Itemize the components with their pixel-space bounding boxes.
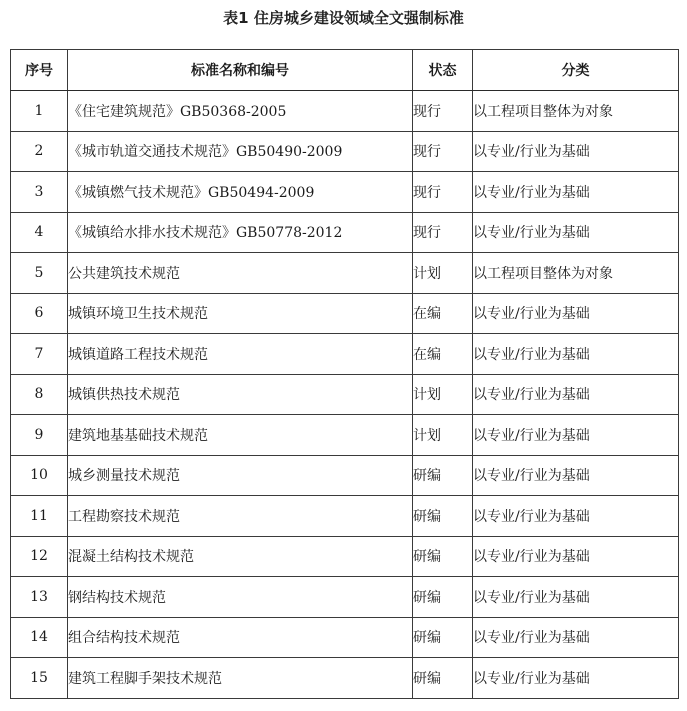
table-row — [11, 658, 679, 699]
cell-no: 7 — [11, 334, 68, 375]
cell-status: 研编 — [413, 658, 473, 699]
cell-no: 8 — [11, 374, 68, 415]
cell-category: 以工程项目整体为对象 — [473, 91, 679, 132]
table-row — [11, 496, 679, 537]
cell-name: 建筑工程脚手架技术规范 — [68, 658, 413, 699]
cell-category: 以专业/行业为基础 — [473, 536, 679, 577]
table-row — [11, 212, 679, 253]
cell-name: 《城市轨道交通技术规范》GB50490-2009 — [68, 131, 413, 172]
table-row — [11, 293, 679, 334]
cell-status: 现行 — [413, 172, 473, 213]
table-row — [11, 617, 679, 658]
table-row — [11, 577, 679, 618]
header-no: 序号 — [11, 50, 68, 91]
cell-category: 以工程项目整体为对象 — [473, 253, 679, 294]
standards-table — [10, 49, 679, 699]
cell-no: 12 — [11, 536, 68, 577]
header-name: 标准名称和编号 — [68, 50, 413, 91]
cell-no: 5 — [11, 253, 68, 294]
cell-category: 以专业/行业为基础 — [473, 374, 679, 415]
cell-name: 《城镇给水排水技术规范》GB50778-2012 — [68, 212, 413, 253]
cell-category: 以专业/行业为基础 — [473, 334, 679, 375]
cell-no: 14 — [11, 617, 68, 658]
cell-status: 研编 — [413, 577, 473, 618]
cell-name: 混凝土结构技术规范 — [68, 536, 413, 577]
table-row — [11, 536, 679, 577]
cell-category: 以专业/行业为基础 — [473, 455, 679, 496]
cell-name: 城乡测量技术规范 — [68, 455, 413, 496]
cell-no: 11 — [11, 496, 68, 537]
table-row — [11, 131, 679, 172]
cell-name: 城镇道路工程技术规范 — [68, 334, 413, 375]
cell-category: 以专业/行业为基础 — [473, 658, 679, 699]
cell-no: 10 — [11, 455, 68, 496]
cell-name: 工程勘察技术规范 — [68, 496, 413, 537]
table-row — [11, 455, 679, 496]
header-category: 分类 — [473, 50, 679, 91]
cell-category: 以专业/行业为基础 — [473, 293, 679, 334]
cell-name: 建筑地基基础技术规范 — [68, 415, 413, 456]
table-header — [11, 50, 679, 91]
cell-status: 现行 — [413, 91, 473, 132]
cell-no: 9 — [11, 415, 68, 456]
cell-no: 6 — [11, 293, 68, 334]
table-row — [11, 91, 679, 132]
cell-status: 计划 — [413, 253, 473, 294]
cell-category: 以专业/行业为基础 — [473, 212, 679, 253]
table-title: 表1 住房城乡建设领域全文强制标准 — [223, 9, 464, 27]
table-row — [11, 253, 679, 294]
cell-category: 以专业/行业为基础 — [473, 172, 679, 213]
cell-no: 15 — [11, 658, 68, 699]
cell-no: 3 — [11, 172, 68, 213]
cell-name: 城镇环境卫生技术规范 — [68, 293, 413, 334]
cell-name: 钢结构技术规范 — [68, 577, 413, 618]
cell-status: 研编 — [413, 536, 473, 577]
cell-category: 以专业/行业为基础 — [473, 496, 679, 537]
cell-status: 现行 — [413, 212, 473, 253]
table-row — [11, 172, 679, 213]
header-row — [11, 50, 679, 91]
cell-no: 1 — [11, 91, 68, 132]
cell-name: 公共建筑技术规范 — [68, 253, 413, 294]
table-row — [11, 334, 679, 375]
cell-category: 以专业/行业为基础 — [473, 617, 679, 658]
table-body — [11, 91, 679, 699]
cell-status: 研编 — [413, 617, 473, 658]
cell-no: 2 — [11, 131, 68, 172]
cell-status: 研编 — [413, 455, 473, 496]
cell-status: 现行 — [413, 131, 473, 172]
cell-status: 计划 — [413, 374, 473, 415]
cell-status: 在编 — [413, 334, 473, 375]
table-row — [11, 374, 679, 415]
cell-status: 在编 — [413, 293, 473, 334]
table-row — [11, 415, 679, 456]
cell-name: 组合结构技术规范 — [68, 617, 413, 658]
header-status: 状态 — [413, 50, 473, 91]
cell-no: 13 — [11, 577, 68, 618]
cell-category: 以专业/行业为基础 — [473, 131, 679, 172]
cell-category: 以专业/行业为基础 — [473, 415, 679, 456]
cell-name: 《住宅建筑规范》GB50368-2005 — [68, 91, 413, 132]
cell-no: 4 — [11, 212, 68, 253]
cell-status: 计划 — [413, 415, 473, 456]
cell-category: 以专业/行业为基础 — [473, 577, 679, 618]
cell-name: 《城镇燃气技术规范》GB50494-2009 — [68, 172, 413, 213]
cell-name: 城镇供热技术规范 — [68, 374, 413, 415]
cell-status: 研编 — [413, 496, 473, 537]
